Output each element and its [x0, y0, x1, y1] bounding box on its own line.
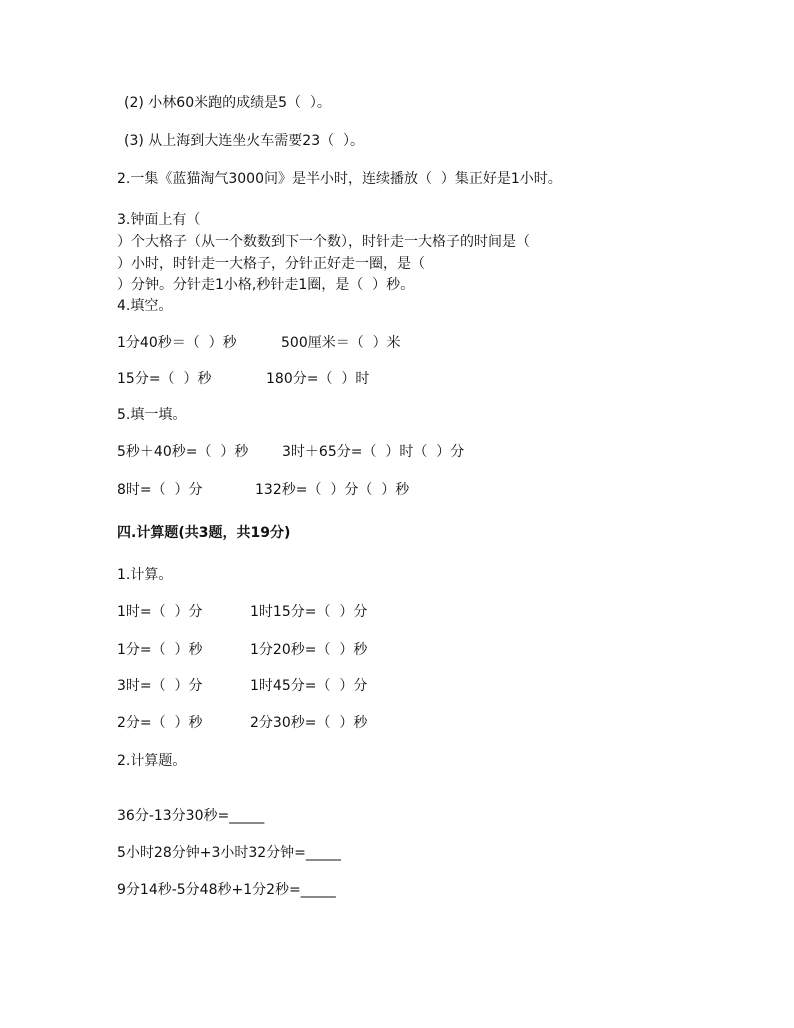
calc1-row1-left: 1时=（ ）分	[117, 604, 203, 620]
q5-row1-left: 5秒＋40秒=（ ）秒	[117, 444, 249, 460]
question-4-title: 4.填空。	[117, 298, 173, 314]
section-4-heading: 四.计算题(共3题，共19分)	[117, 525, 291, 541]
calc-2-title: 2.计算题。	[117, 753, 187, 769]
question-5-title: 5.填一填。	[117, 407, 187, 423]
q3-item-3: (3) 从上海到大连坐火车需要23（ ）。	[124, 133, 364, 149]
q4-row1-left: 1分40秒＝（ ）秒	[117, 335, 237, 351]
question-3-line-2: ）个大格子（从一个数数到下一个数），时针走一大格子的时间是（	[117, 234, 530, 250]
q5-row2-left: 8时=（ ）分	[117, 482, 203, 498]
question-3-line-3: ）小时，时针走一大格子，分针正好走一圈，是（	[117, 256, 425, 272]
calc-1-title: 1.计算。	[117, 567, 173, 583]
calc2-problem-3: 9分14秒-5分48秒+1分2秒=_____	[117, 882, 336, 898]
calc1-row4-left: 2分=（ ）秒	[117, 715, 203, 731]
q5-row1-right: 3时＋65分=（ ）时（ ）分	[282, 444, 465, 460]
question-2: 2.一集《蓝猫淘气3000问》是半小时，连续播放（ ）集正好是1小时。	[117, 171, 562, 187]
q4-row2-left: 15分=（ ）秒	[117, 371, 212, 387]
calc2-problem-1: 36分-13分30秒=_____	[117, 808, 265, 824]
question-3-line-4: ）分钟。分针走1小格,秒针走1圈，是（ ）秒。	[117, 277, 415, 293]
calc1-row4-right: 2分30秒=（ ）秒	[250, 715, 368, 731]
question-3-line-1: 3.钟面上有（	[117, 212, 201, 228]
q5-row2-right: 132秒=（ ）分（ ）秒	[255, 482, 410, 498]
q4-row1-right: 500厘米＝（ ）米	[281, 335, 401, 351]
q3-item-2: (2) 小林60米跑的成绩是5（ ）。	[124, 95, 331, 111]
q4-row2-right: 180分=（ ）时	[266, 371, 370, 387]
calc1-row3-left: 3时=（ ）分	[117, 678, 203, 694]
calc1-row3-right: 1时45分=（ ）分	[250, 678, 368, 694]
calc2-problem-2: 5小时28分钟+3小时32分钟=_____	[117, 845, 341, 861]
calc1-row1-right: 1时15分=（ ）分	[250, 604, 368, 620]
calc1-row2-right: 1分20秒=（ ）秒	[250, 642, 368, 658]
calc1-row2-left: 1分=（ ）秒	[117, 642, 203, 658]
